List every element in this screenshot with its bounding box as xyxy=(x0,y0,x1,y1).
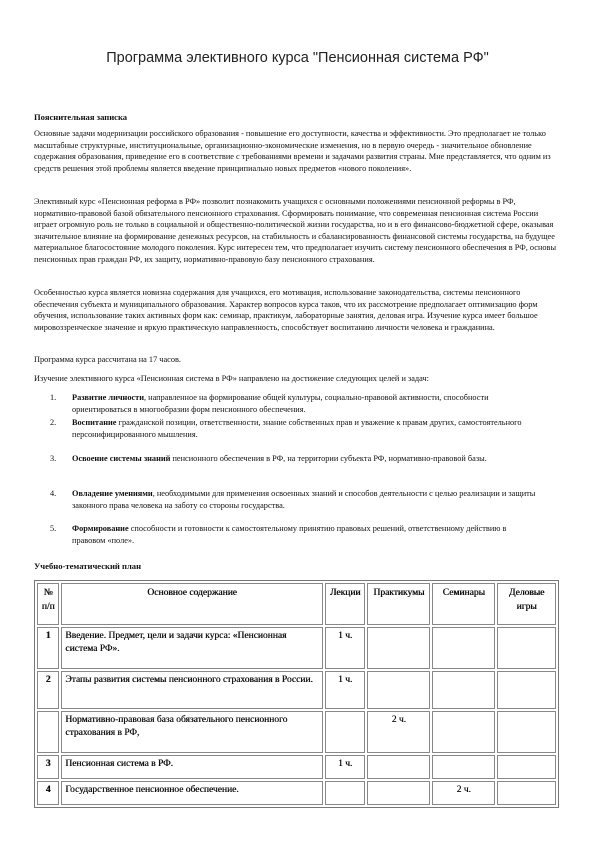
cell-practice xyxy=(367,671,430,709)
cell-lectures: 1 ч. xyxy=(325,627,366,669)
cell-lectures xyxy=(325,781,366,805)
paragraph-2: Элективный курс «Пенсионная реформа в РФ» позволит познакомить учащихся с основными положениями пенсионной реформы в РФ, нормативно-правовой базой обязательного пенсионного страхования. Сформировать понимание, что современная пенсионная система России играет огромную роль не только в социальной и общественно-политической жизни государства, но и в его финансово-бюджетной сфере, оказывая значительное влияние на формирование денежных ресурсов, на стабильность и сбалансированность финансовой системы государства, на будущее материальное благосостояние молодого поколения. Курс интересен тем, что предполагает изучить систему пенсионного обеспечения в РФ, основы пенсионных прав граждан РФ, их защиту, нормативно-правовую базу пенсионного страхования. xyxy=(34,197,557,264)
cell-games xyxy=(497,711,556,753)
header-seminars: Семинары xyxy=(432,583,495,625)
header-num: № п/п xyxy=(37,583,59,625)
paragraph-3: Особенностью курса является новизна содержания для учащихся, его мотивация, использование законодательства, системы пенсионного обеспечения субъекта и муниципального образования. Характер вопросов курса таков, что их рассмотрение предполагает оптимизацию форм обучения, использование таких активных форм как: семинар, практикум, лабораторные занятия, деловая игра. Изучение курса имеет большое мировоззренческое значение и яркую практическую направленность, способствует воспитанию личности человека и гражданина. xyxy=(34,288,538,332)
cell-content: Введение. Предмет, цели и задачи курса: «Пенсионная система РФ». xyxy=(61,627,323,669)
cell-practice: 2 ч. xyxy=(367,711,430,753)
cell-lectures xyxy=(325,711,366,753)
cell-num: 2 xyxy=(37,671,59,709)
table-row xyxy=(37,711,556,753)
header-practice: Практикумы xyxy=(367,583,430,625)
cell-practice xyxy=(367,755,430,779)
cell-num: 4 xyxy=(37,781,59,805)
plan-heading: Учебно-тематический план xyxy=(34,561,142,571)
cell-games xyxy=(497,781,556,805)
cell-seminars xyxy=(432,671,495,709)
cell-lectures: 1 ч. xyxy=(325,671,366,709)
paragraph-4: Программа курса рассчитана на 17 часов. xyxy=(34,355,181,364)
cell-practice xyxy=(367,781,430,805)
cell-num: 3 xyxy=(37,755,59,779)
table-row xyxy=(37,627,556,669)
header-lectures: Лекции xyxy=(325,583,366,625)
explanatory-heading: Пояснительная записка xyxy=(34,112,128,122)
table-row xyxy=(37,671,556,709)
cell-games xyxy=(497,671,556,709)
cell-content: Нормативно-правовая база обязательного пенсионного страхования в РФ, xyxy=(61,711,323,753)
cell-num: 1 xyxy=(37,627,59,669)
cell-games xyxy=(497,755,556,779)
cell-num xyxy=(37,711,59,753)
document-title: Программа элективного курса "Пенсионная система РФ" xyxy=(106,50,489,66)
table-header-row xyxy=(37,583,556,625)
header-games: Деловые игры xyxy=(497,583,556,625)
header-content: Основное содержание xyxy=(61,583,323,625)
cell-seminars: 2 ч. xyxy=(432,781,495,805)
table-row xyxy=(37,781,556,805)
cell-lectures: 1 ч. xyxy=(325,755,366,779)
paragraph-5: Изучение элективного курса «Пенсионная система в РФ» направлено на достижение следующих целей и задач: xyxy=(34,374,429,383)
cell-content: Этапы развития системы пенсионного страхования в России. xyxy=(61,671,323,709)
cell-practice xyxy=(367,627,430,669)
cell-seminars xyxy=(432,755,495,779)
curriculum-table xyxy=(34,580,559,808)
cell-seminars xyxy=(432,627,495,669)
cell-content: Пенсионная система в РФ. xyxy=(61,755,323,779)
paragraph-1: Основные задачи модернизации российского образования - повышение его доступности, качества и эффективности. Это предполагает не только масштабные структурные, институциональные, организационно-экономические изменения, но в первую очередь - значительное обновление содержания образования, приведение его в соответствие с требованиями времени и задачами развития страны. Мне представляется, что одним из средств решения этой проблемы является введение принципиально новых предметов «нового поколения». xyxy=(34,129,551,173)
cell-games xyxy=(497,627,556,669)
cell-content: Государственное пенсионное обеспечение. xyxy=(61,781,323,805)
table-row xyxy=(37,755,556,779)
document-page: Программа элективного курса "Пенсионная система РФ" Пояснительная записка Основные задачи модернизации российского образования - повышение его доступности, качества и эффективности. Это предполагает не только масштабные структурные, институциональные, организационно-экономические изменения, но в первую очередь - значительное обновление содержания образования, приведение его в соответствие с требованиями времени и задачами развития страны. Мне представляется, что одним из средств решения этой проблемы является введение принципиально новых предметов «нового поколения». Элективный курс «Пенсионная реформа в РФ» позволит познакомить учащихся с основными положениями пенсионной реформы в РФ, нормативно-правовой базой обязательного пенсионного страхования. Сформировать понимание, что современная пенсионная система России играет огромную роль не только в социальной и общественно-политической жизни государства, но и в его финансово-бюджетной сфере, оказывая значительное влияние на формирование денежных ресурсов, на стабильность и сбалансированность финансовой системы государства, на будущее материальное благосостояние молодого поколения. Курс интересен тем, что предполагает изучить систему пенсионного обеспечения в РФ, основы пенсионных прав граждан РФ, их защиту, нормативно-правовую базу пенсионного страхования. Особенностью курса является новизна содержания для учащихся, его мотивация, использование законодательства, системы пенсионного обеспечения субъекта и муниципального образования. Характер вопросов курса таков, что их рассмотрение предполагает оптимизацию форм обучения, использование таких активных форм как: семинар, практикум, лабораторные занятия, деловая игра. Изучение курса имеет большое мировоззренческое значение и яркую практическую направленность, способствует воспитанию личности человека и гражданина. Программа курса рассчитана на 17 часов. Изучение элективного курса «Пенсионная система в РФ» направлено на достижение следующих целей и задач: 1. Развитие личности, направленное на формирование общей культуры, социально-правовой активности, способности ориентироваться в многообразии форм пенсионного обеспечения. 2. Воспитание гражданской позиции, ответственности, знание собственных прав и уважение к правам других, самостоятельного персонифицированного мышления. 3. Освоение системы знаний пенсионного обеспечения в РФ, на территории субъекта РФ, нормативно-правовой базы. 4. Овладение умениями, необходимыми для применения освоенных знаний и способов деятельности с целью реализации и защиты законного права человека на заботу со стороны государства. 5. Формирование способности и готовности к самостоятельному принятию правовых решений, ответственному действию в правовом «поле». Учебно-тематический план № п/п Основное содержание Лекции Практикумы Семинары Деловые игры 1 Введение. Предмет, цели и задачи курса: «Пенсионная система РФ». 1 ч. 2 Этапы развития системы пенсионного страхования в России. 1 ч. Нормативно-правовая база обязательного пенсионного страхования в РФ, 2 ч. 3 Пенсионная система в РФ. 1 ч. 4 Государственное пенсионное обеспечение. 2 ч. xyxy=(0,0,595,842)
cell-seminars xyxy=(432,711,495,753)
